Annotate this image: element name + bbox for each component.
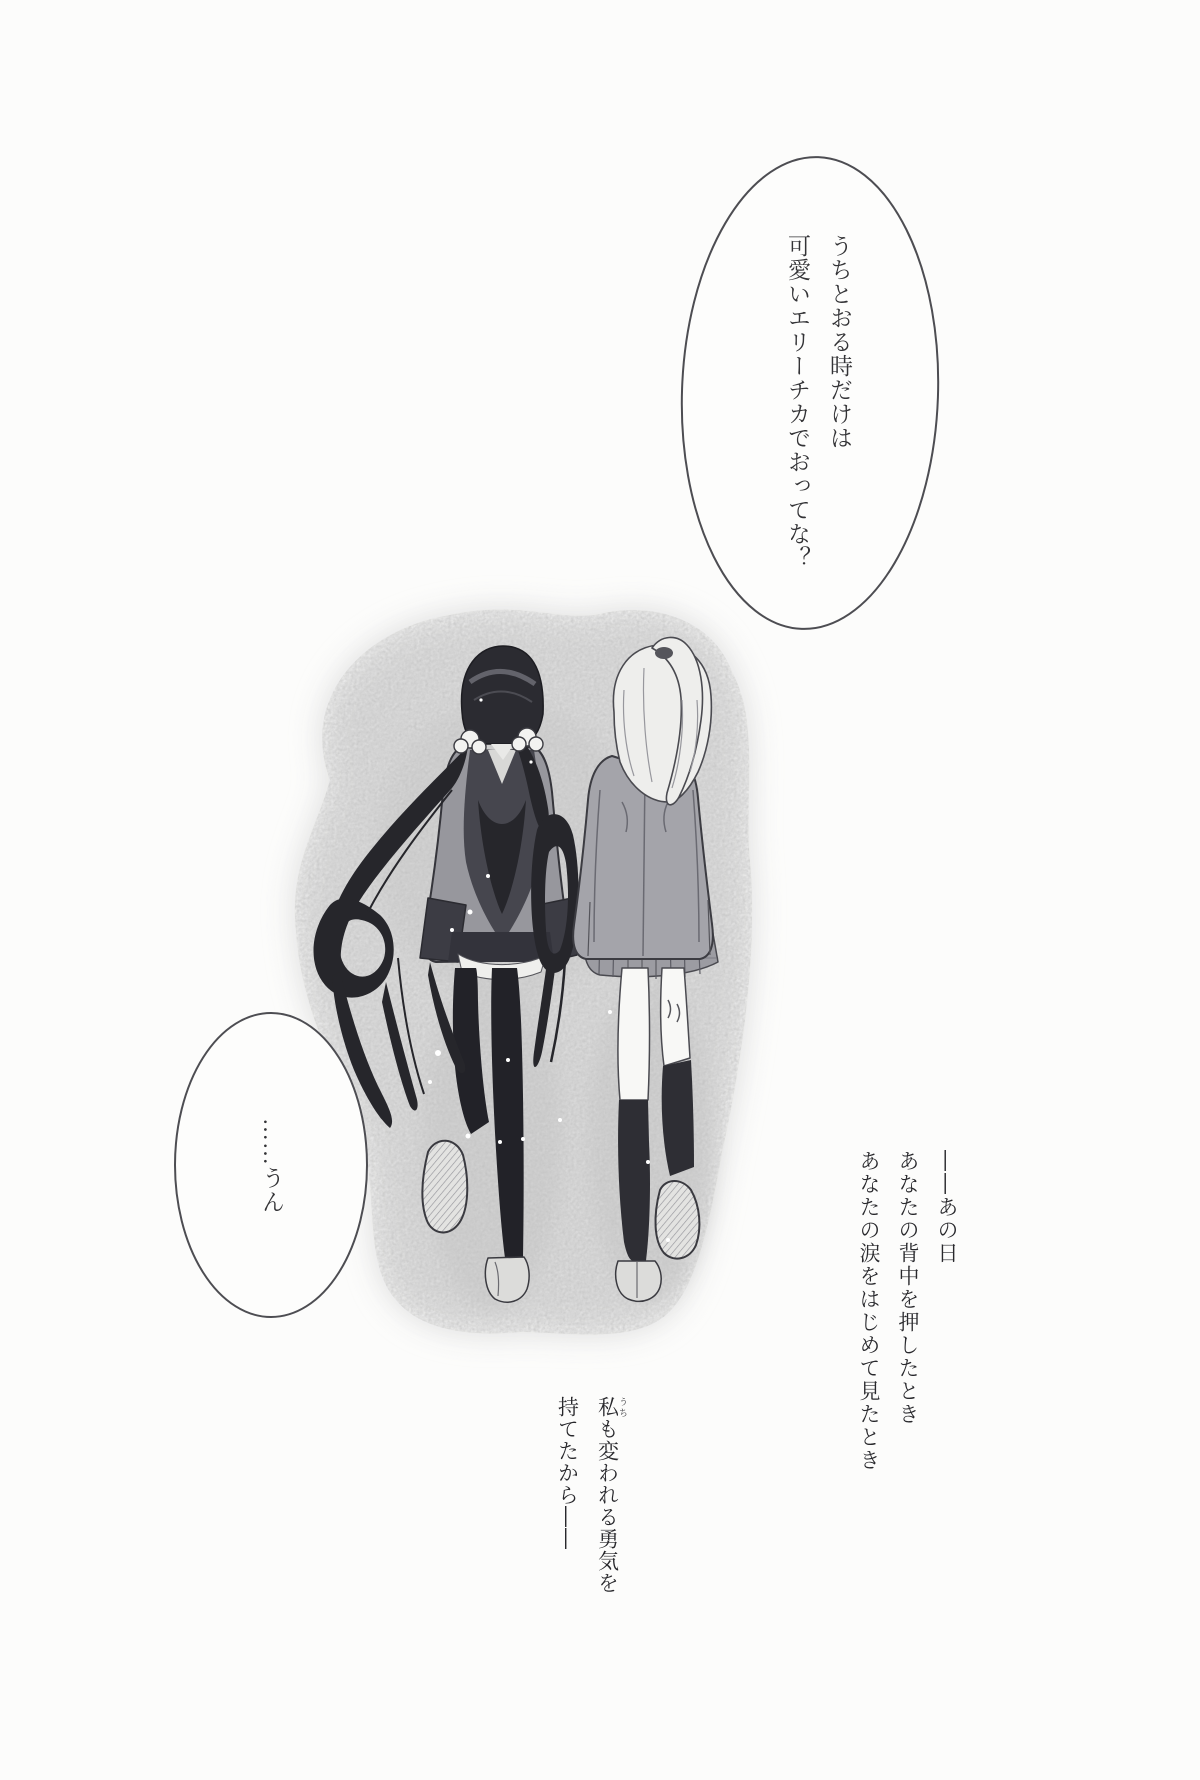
- speech-bubble-left-text: [256, 1118, 286, 1238]
- narration-line: 持てたから――: [555, 1396, 579, 1550]
- narration-bottom-block: [547, 1396, 629, 1620]
- narration-line: ――あの日: [935, 1150, 958, 1265]
- narration-line: あなたの涙をはじめて見たとき: [857, 1150, 880, 1472]
- ruby-watashi: 私 うち: [595, 1396, 628, 1418]
- speech-line: うちとおる時だけは: [827, 234, 852, 450]
- narration-line: あなたの背中を押したとき: [896, 1150, 919, 1426]
- speech-line: 可愛いエリーチカでおってな？: [785, 234, 810, 570]
- speech-line: ……うん: [259, 1118, 284, 1214]
- ponytail-tie: [655, 647, 673, 659]
- speech-bubble-top-right-text: [776, 234, 860, 586]
- narration-right-block: [849, 1150, 966, 1492]
- narration-line: 私 うちも変われる勇気を: [595, 1396, 628, 1594]
